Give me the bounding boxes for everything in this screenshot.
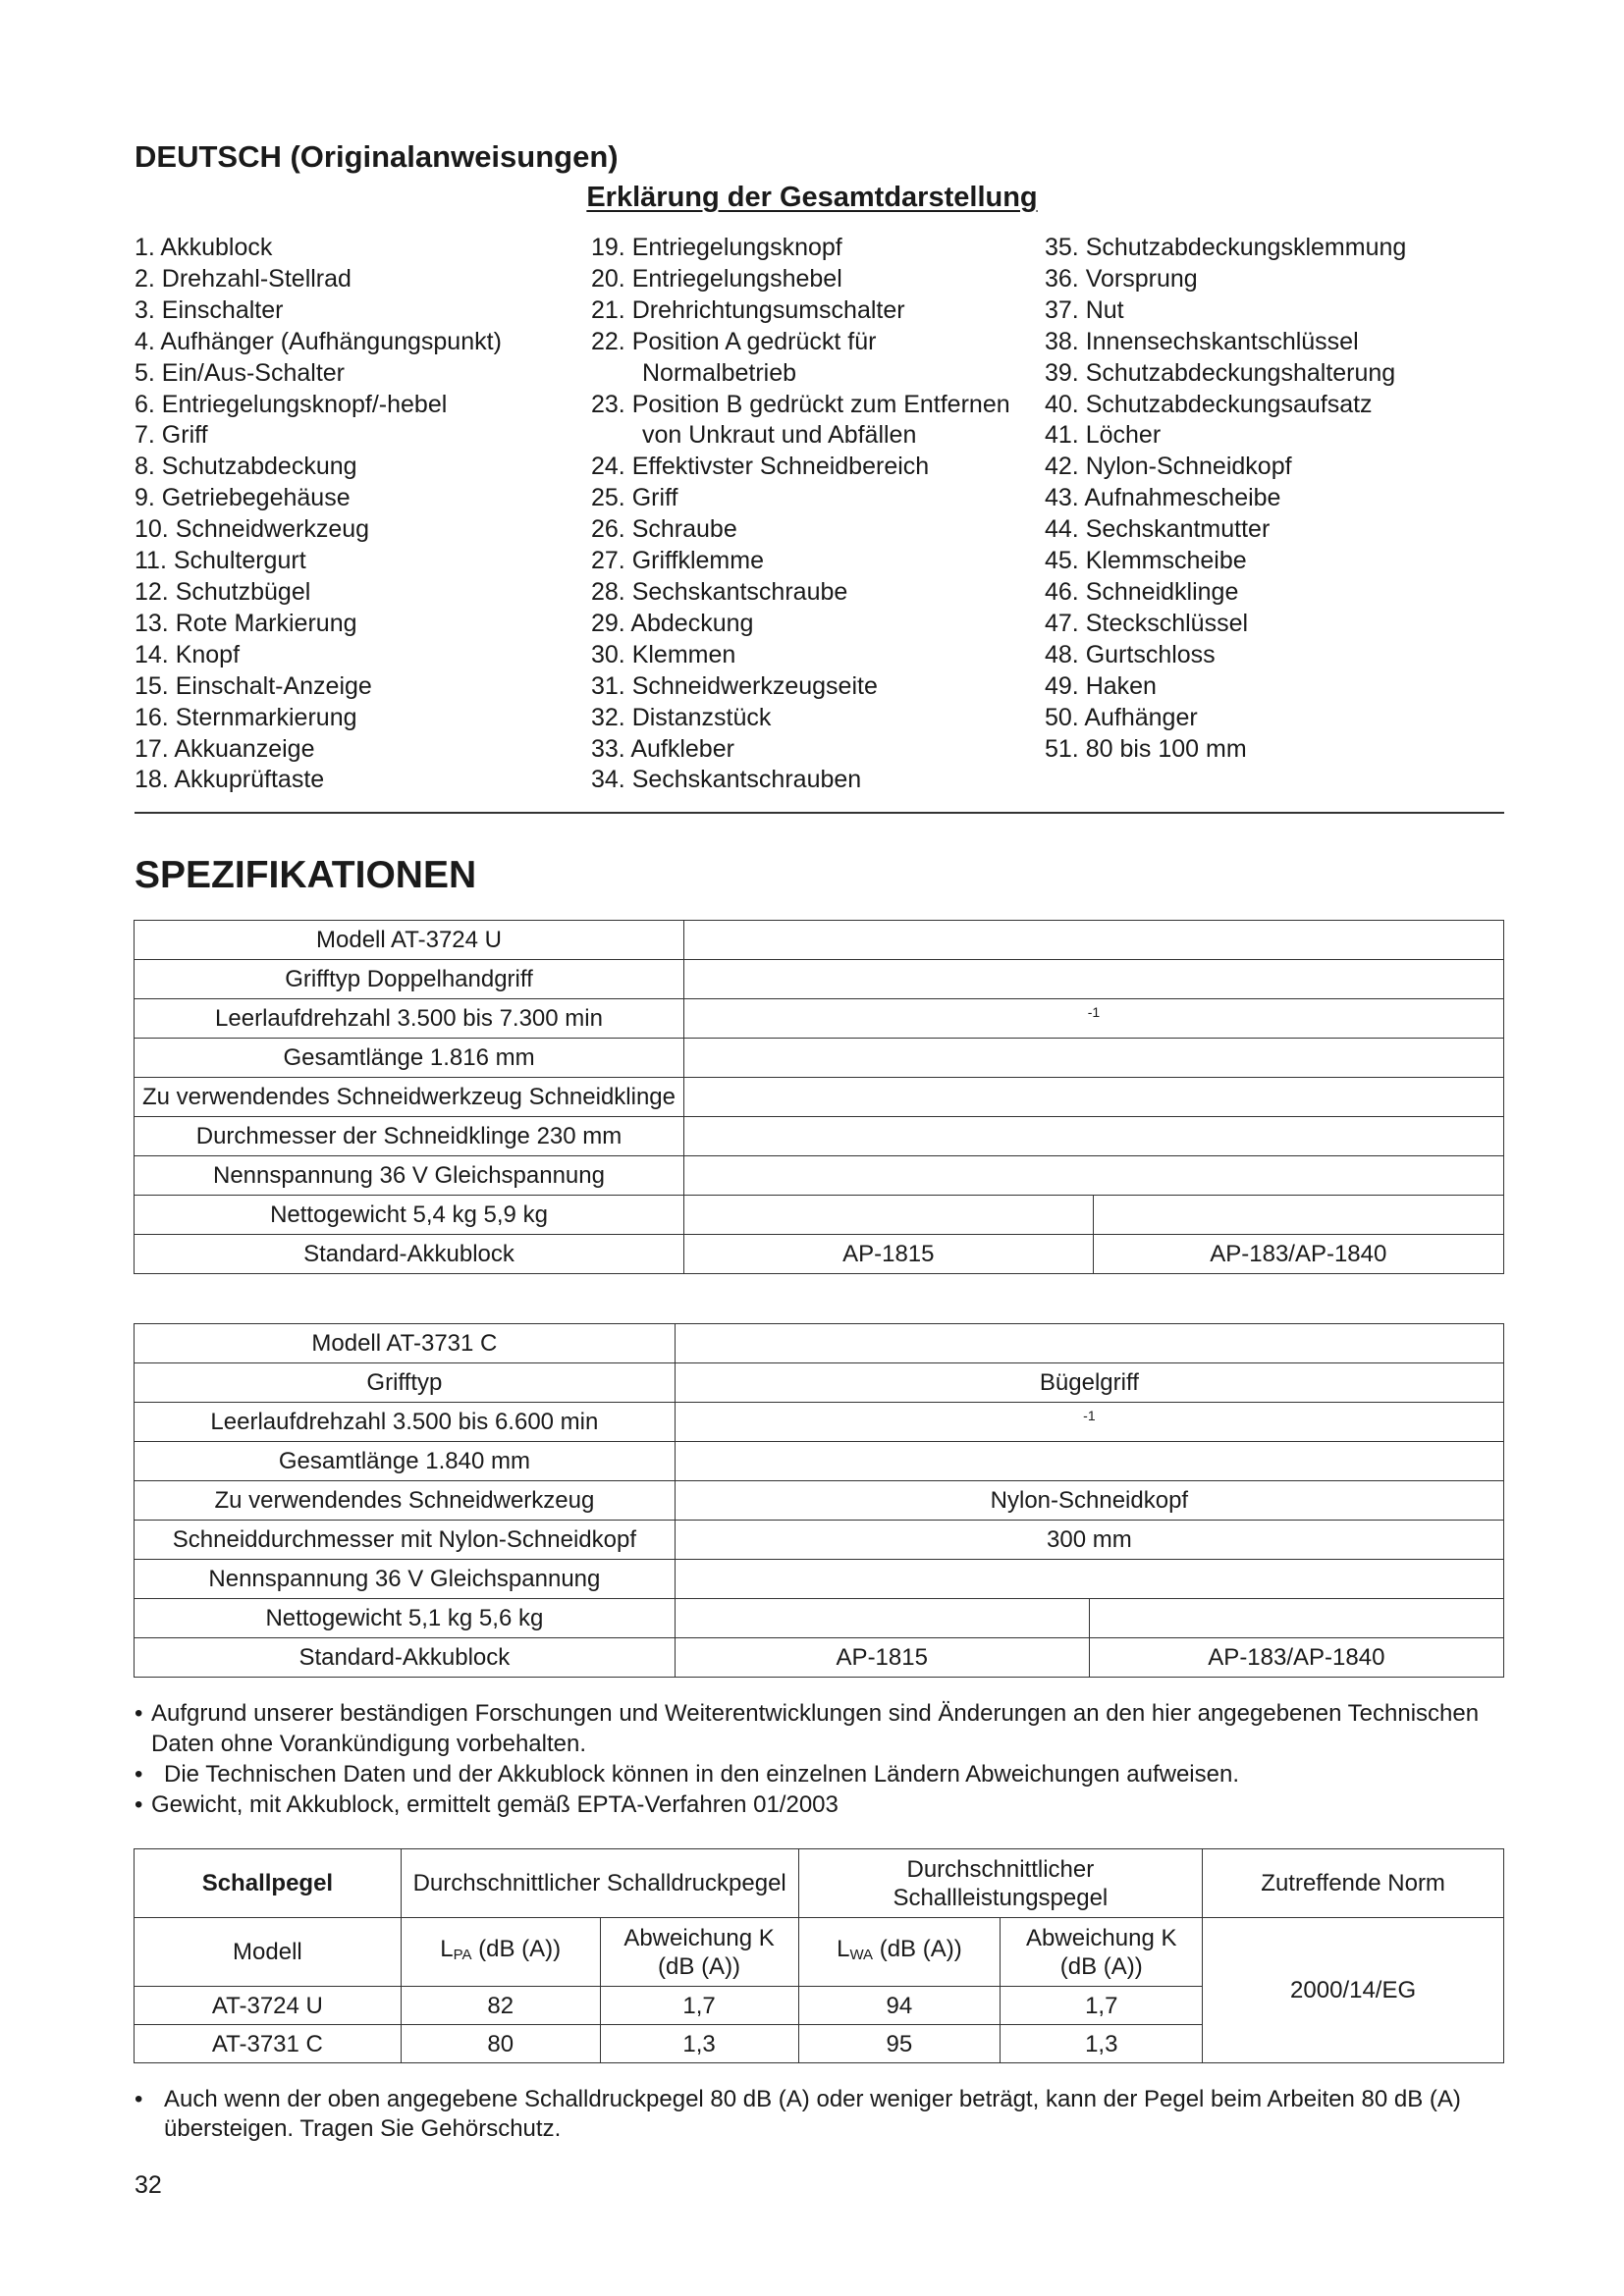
- spec-row: [135, 1117, 1504, 1156]
- spec-row: [135, 1599, 1504, 1638]
- section-divider: [135, 812, 1504, 814]
- spec-value: AP-183/AP-1840: [1089, 1638, 1503, 1678]
- legend-item-text: Normalbetrieb: [642, 358, 797, 387]
- spec-value: [684, 999, 1504, 1039]
- spec-note: • Die Technischen Daten und der Akkublock können in den einzelnen Ländern Abweichungen aufweisen.: [135, 1761, 1239, 1788]
- legend-item-text: 24. Effektivster Schneidbereich: [591, 453, 930, 481]
- legend-item-text: 1. Akkublock: [135, 234, 273, 261]
- legend-item: [591, 295, 1010, 327]
- legend-item-text: 17. Akkuanzeige: [135, 734, 315, 763]
- noise-k1: 1,3: [600, 2025, 798, 2063]
- legend-item-text: 36. Vorsprung: [1045, 264, 1198, 293]
- legend-item-text: 46. Schneidklinge: [1045, 577, 1239, 606]
- legend-item-text: 16. Sternmarkierung: [135, 703, 357, 731]
- legend-item-text: 15. Einschalt-Anzeige: [135, 671, 372, 700]
- spec-label: Modell AT-3731 C: [135, 1324, 676, 1363]
- legend-item: [1045, 577, 1406, 609]
- unit-superscript: -1: [1087, 1004, 1101, 1020]
- spec-value: AP-1815: [684, 1235, 1094, 1274]
- legend-item: [135, 671, 502, 703]
- noise-k1: 1,7: [600, 1987, 798, 2025]
- legend-item-text: 49. Haken: [1045, 671, 1157, 700]
- specifications-title: SPEZIFIKATIONEN: [135, 854, 477, 896]
- legend-item: [135, 514, 502, 546]
- legend-item: [591, 546, 1010, 577]
- legend-item: [135, 390, 502, 421]
- noise-lpa: 82: [401, 1987, 600, 2025]
- legend-item: [135, 233, 502, 264]
- legend-item-text: 14. Knopf: [135, 640, 241, 668]
- legend-item: [1045, 358, 1406, 390]
- legend-item: [591, 514, 1010, 546]
- legend-item-text: 25. Griff: [591, 484, 678, 512]
- legend-column-1: [135, 233, 502, 796]
- spec-row: [135, 1324, 1504, 1363]
- legend-item: [1045, 264, 1406, 295]
- noise-heading: Schallpegel: [135, 1849, 402, 1918]
- legend-item: [591, 264, 1010, 295]
- legend-item: [591, 609, 1010, 640]
- legend-item: [135, 420, 502, 452]
- spec-label: Nennspannung 36 V Gleichspannung: [135, 1156, 684, 1196]
- spec-label: Zu verwendendes Schneidwerkzeug: [135, 1481, 676, 1521]
- legend-item: [1045, 671, 1406, 703]
- spec-table-at3731c: [134, 1323, 1504, 1678]
- legend-item: [1045, 609, 1406, 640]
- legend-item-text: 43. Aufnahmescheibe: [1045, 484, 1281, 512]
- spec-value: [684, 1039, 1504, 1078]
- spec-value: [684, 921, 1504, 960]
- legend-item-text: 27. Griffklemme: [591, 547, 764, 575]
- page-number: 32: [135, 2171, 162, 2199]
- spec-value: [684, 1117, 1504, 1156]
- spec-value: [675, 1481, 1503, 1521]
- legend-item-text: 5. Ein/Aus-Schalter: [135, 358, 345, 387]
- legend-item: [591, 734, 1010, 766]
- k2-header: Abweichung K (dB (A)): [1001, 1918, 1203, 1987]
- legend-item: [591, 577, 1010, 609]
- legend-item: [135, 483, 502, 514]
- legend-item: [1045, 483, 1406, 514]
- spec-label: Nettogewicht 5,1 kg 5,6 kg: [135, 1599, 676, 1638]
- spec-value: [1093, 1196, 1503, 1235]
- spec-row: [135, 1156, 1504, 1196]
- legend-item: [135, 703, 502, 734]
- legend-item: [1045, 295, 1406, 327]
- legend-item: [591, 358, 1010, 390]
- legend-item-text: 47. Steckschlüssel: [1045, 609, 1249, 637]
- norm-value: 2000/14/EG: [1203, 1918, 1504, 2063]
- noise-table: [134, 1848, 1504, 2063]
- spec-value: AP-1815: [675, 1638, 1089, 1678]
- spec-value: [675, 1521, 1503, 1560]
- legend-item: [1045, 640, 1406, 671]
- legend-item-text: 50. Aufhänger: [1045, 703, 1198, 731]
- spec-value: [675, 1403, 1503, 1442]
- legend-item-text: 39. Schutzabdeckungshalterung: [1045, 358, 1396, 387]
- spec-row: [135, 960, 1504, 999]
- spec-label: Grifftyp: [135, 1363, 676, 1403]
- spec-value: AP-183/AP-1840: [1093, 1235, 1503, 1274]
- spec-label: Durchmesser der Schneidklinge 230 mm: [135, 1117, 684, 1156]
- noise-k2: 1,7: [1001, 1987, 1203, 2025]
- legend-item-text: 48. Gurtschloss: [1045, 640, 1216, 668]
- language-title: DEUTSCH (Originalanweisungen): [135, 139, 619, 174]
- spec-value: [675, 1442, 1503, 1481]
- legend-item: [1045, 390, 1406, 421]
- legend-item: [135, 546, 502, 577]
- spec-row: [135, 1481, 1504, 1521]
- legend-item: [135, 734, 502, 766]
- spec-label: Modell AT-3724 U: [135, 921, 684, 960]
- spec-row: [135, 1363, 1504, 1403]
- noise-model: AT-3731 C: [135, 2025, 402, 2063]
- spec-value: [684, 1196, 1094, 1235]
- legend-item: [591, 327, 1010, 358]
- legend-item-text: 41. Löcher: [1045, 421, 1162, 450]
- legend-item-text: 42. Nylon-Schneidkopf: [1045, 453, 1292, 481]
- legend-item: [591, 483, 1010, 514]
- noise-note: • Auch wenn der oben angegebene Schalldruckpegel 80 dB (A) oder weniger beträgt, kann der Pegel beim Arbeiten 80 dB (A) übersteigen. Tragen Sie Gehörschutz.: [135, 2086, 1461, 2142]
- legend-item-text: 33. Aufkleber: [591, 734, 734, 763]
- model-header: Modell: [135, 1918, 402, 1987]
- legend-item: [135, 358, 502, 390]
- legend-item-text: 7. Griff: [135, 421, 208, 450]
- norm-header: Zutreffende Norm: [1203, 1849, 1504, 1918]
- legend-item: [591, 420, 1010, 452]
- legend-item-text: 18. Akkuprüftaste: [135, 766, 325, 794]
- spec-value: [1089, 1599, 1503, 1638]
- spec-row: [135, 1442, 1504, 1481]
- legend-item-text: 2. Drehzahl-Stellrad: [135, 264, 352, 293]
- legend-item-text: 12. Schutzbügel: [135, 577, 311, 606]
- spec-row: [135, 921, 1504, 960]
- noise-model: AT-3724 U: [135, 1987, 402, 2025]
- legend-item: [591, 452, 1010, 483]
- spec-row: [135, 1078, 1504, 1117]
- spec-label: Standard-Akkublock: [135, 1235, 684, 1274]
- legend-item: [591, 671, 1010, 703]
- spec-value-text: Nylon-Schneidkopf: [990, 1486, 1189, 1514]
- legend-item-text: 4. Aufhänger (Aufhängungspunkt): [135, 327, 502, 355]
- spec-value: [684, 960, 1504, 999]
- legend-item-text: 34. Sechskantschrauben: [591, 766, 862, 794]
- legend-item: [1045, 703, 1406, 734]
- legend-item-text: 22. Position A gedrückt für: [591, 327, 877, 355]
- legend-item-text: 8. Schutzabdeckung: [135, 453, 357, 481]
- legend-item-text: 19. Entriegelungsknopf: [591, 234, 842, 261]
- lwa-header: $L_{WA}$ (dB (A)): [798, 1918, 1001, 1987]
- k1-header: Abweichung K (dB (A)): [600, 1918, 798, 1987]
- spec-row: [135, 1235, 1504, 1274]
- legend-item-text: 44. Sechskantmutter: [1045, 515, 1271, 544]
- legend-item-text: von Unkraut und Abfällen: [642, 421, 917, 450]
- legend-item: [591, 233, 1010, 264]
- spec-label: Zu verwendendes Schneidwerkzeug Schneidklinge: [135, 1078, 684, 1117]
- spec-note: • Gewicht, mit Akkublock, ermittelt gemäß EPTA-Verfahren 01/2003: [135, 1791, 839, 1818]
- legend-item: [591, 390, 1010, 421]
- spec-notes: [135, 1698, 1509, 1820]
- legend-column-3: [1045, 233, 1406, 765]
- legend-item-text: 6. Entriegelungsknopf/-hebel: [135, 390, 448, 418]
- legend-item-text: 23. Position B gedrückt zum Entfernen: [591, 390, 1010, 418]
- legend-item-text: 3. Einschalter: [135, 295, 284, 324]
- legend-item: [1045, 327, 1406, 358]
- spec-row: [135, 999, 1504, 1039]
- spec-value: [675, 1560, 1503, 1599]
- legend-item-text: 20. Entriegelungshebel: [591, 264, 842, 293]
- spec-label: Grifftyp Doppelhandgriff: [135, 960, 684, 999]
- spec-row: [135, 1403, 1504, 1442]
- legend-item: [135, 264, 502, 295]
- legend-item: [135, 452, 502, 483]
- spec-value: [675, 1599, 1089, 1638]
- legend-item: [1045, 452, 1406, 483]
- legend-item-text: 13. Rote Markierung: [135, 609, 357, 637]
- legend-item-text: 40. Schutzabdeckungsaufsatz: [1045, 390, 1373, 418]
- legend-item: [135, 295, 502, 327]
- lpa-header: $L_{PA}$ (dB (A)): [401, 1918, 600, 1987]
- spec-row: [135, 1196, 1504, 1235]
- legend-item: [1045, 514, 1406, 546]
- legend-item-text: 32. Distanzstück: [591, 703, 772, 731]
- legend-item-text: 29. Abdeckung: [591, 609, 754, 637]
- legend-item: [1045, 233, 1406, 264]
- legend-item: [135, 640, 502, 671]
- unit-superscript: -1: [1083, 1408, 1096, 1423]
- noise-lwa: 95: [798, 2025, 1001, 2063]
- noise-lpa: 80: [401, 2025, 600, 2063]
- spec-label: Leerlaufdrehzahl 3.500 bis 7.300 min: [135, 999, 684, 1039]
- legend-item-text: 37. Nut: [1045, 295, 1124, 324]
- spec-label: Gesamtlänge 1.840 mm: [135, 1442, 676, 1481]
- legend-column-2: [591, 233, 1010, 796]
- legend-item: [1045, 734, 1406, 766]
- pressure-header: Durchschnittlicher Schalldruckpegel: [401, 1849, 798, 1918]
- legend-item-text: 30. Klemmen: [591, 640, 736, 668]
- legend-item-text: 31. Schneidwerkzeugseite: [591, 671, 878, 700]
- legend-item-text: 11. Schultergurt: [135, 547, 306, 575]
- legend-item-text: 9. Getriebegehäuse: [135, 484, 351, 512]
- spec-label: Nettogewicht 5,4 kg 5,9 kg: [135, 1196, 684, 1235]
- legend-item-text: 35. Schutzabdeckungsklemmung: [1045, 234, 1407, 261]
- legend-item: [1045, 546, 1406, 577]
- legend-item: [591, 640, 1010, 671]
- noise-lwa: 94: [798, 1987, 1001, 2025]
- legend-item: [591, 703, 1010, 734]
- spec-row: [135, 1039, 1504, 1078]
- legend-item-text: 38. Innensechskantschlüssel: [1045, 327, 1359, 355]
- spec-label: Gesamtlänge 1.816 mm: [135, 1039, 684, 1078]
- legend-item: [1045, 420, 1406, 452]
- spec-label: Schneiddurchmesser mit Nylon-Schneidkopf: [135, 1521, 676, 1560]
- spec-value-text: 300 mm: [1047, 1525, 1132, 1553]
- spec-note: • Aufgrund unserer beständigen Forschungen und Weiterentwicklungen sind Änderungen an den hier angegebenen Technischen Daten ohne Vorankündigung vorbehalten.: [135, 1700, 1480, 1757]
- spec-row: [135, 1521, 1504, 1560]
- legend-item-text: 26. Schraube: [591, 515, 737, 544]
- spec-row: [135, 1638, 1504, 1678]
- spec-value: [675, 1363, 1503, 1403]
- legend-item: [591, 765, 1010, 796]
- legend-item-text: 28. Sechskantschraube: [591, 577, 848, 606]
- spec-label: Standard-Akkublock: [135, 1638, 676, 1678]
- spec-table-at3724u: [134, 920, 1504, 1274]
- spec-row: [135, 1560, 1504, 1599]
- legend-item: [135, 609, 502, 640]
- legend-item-text: 51. 80 bis 100 mm: [1045, 734, 1247, 763]
- spec-value: [684, 1156, 1504, 1196]
- legend-heading: Erklärung der Gesamtdarstellung: [586, 182, 1038, 213]
- spec-label: Leerlaufdrehzahl 3.500 bis 6.600 min: [135, 1403, 676, 1442]
- legend-item-text: 10. Schneidwerkzeug: [135, 515, 370, 544]
- spec-value: [684, 1078, 1504, 1117]
- spec-value: [675, 1324, 1503, 1363]
- legend-item-text: 21. Drehrichtungsumschalter: [591, 295, 905, 324]
- legend-item: [135, 327, 502, 358]
- power-header: Durchschnittlicher Schallleistungspegel: [798, 1849, 1203, 1918]
- spec-value-text: Bügelgriff: [1039, 1368, 1139, 1396]
- legend-item: [135, 765, 502, 796]
- noise-k2: 1,3: [1001, 2025, 1203, 2063]
- legend-item-text: 45. Klemmscheibe: [1045, 547, 1247, 575]
- legend-item: [135, 577, 502, 609]
- spec-label: Nennspannung 36 V Gleichspannung: [135, 1560, 676, 1599]
